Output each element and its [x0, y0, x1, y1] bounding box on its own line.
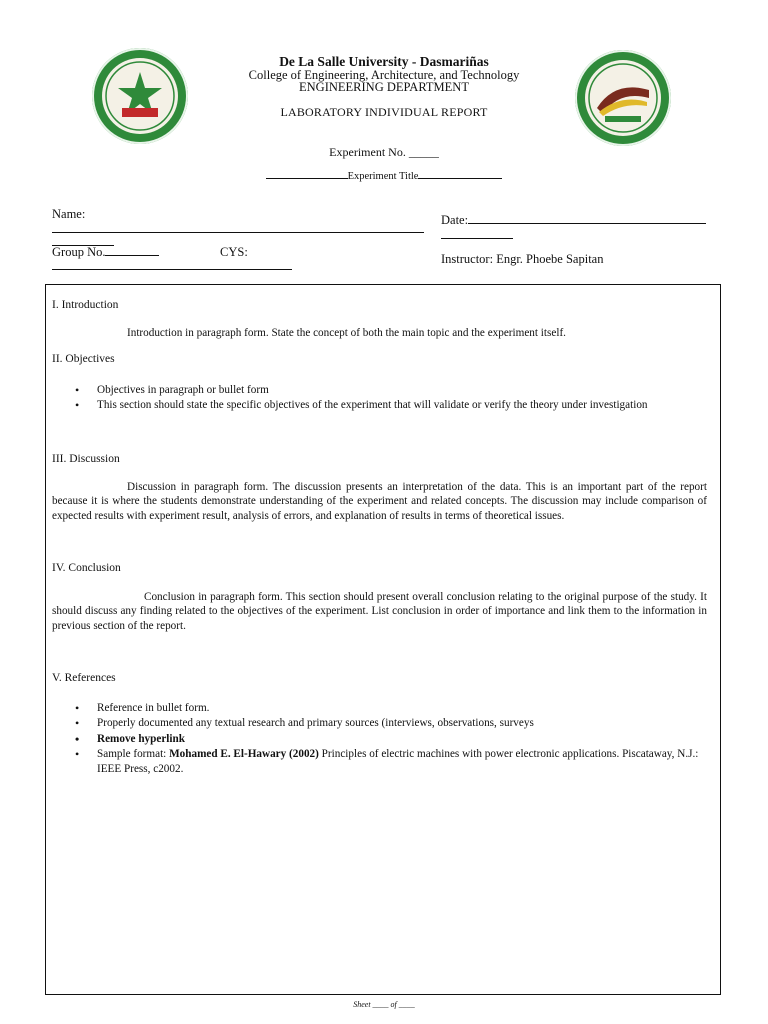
instructor-label: Instructor: Engr. Phoebe Sapitan	[441, 252, 604, 266]
objectives-heading: II. Objectives	[52, 353, 115, 365]
experiment-title-line	[0, 171, 768, 182]
experiment-number: Experiment No. _____	[329, 145, 439, 159]
date-line-2	[441, 238, 513, 239]
cys-line	[52, 269, 292, 270]
date-label: Date:	[441, 213, 469, 227]
conclusion-heading: IV. Conclusion	[52, 562, 121, 574]
references-list	[52, 701, 707, 777]
sample-prefix: Sample format:	[97, 748, 170, 761]
discussion-text: Discussion in paragraph form. The discussion presents an interpretation of the data. This is an important part of the report because it is where the students demonstrate understanding of the experiment and related concepts. The discussion may include comparison of expected results with experiment result, analysis of errors, and explanation of results in terms of theoretical issues.	[52, 481, 707, 522]
objectives-list	[52, 383, 707, 414]
reference-item: • Reference in bullet form.	[97, 701, 707, 715]
group-label: Group No.	[52, 245, 106, 259]
introduction-text: Introduction in paragraph form. State the concept of both the main topic and the experiment itself.	[127, 327, 566, 339]
experiment-title-label: Experiment Title	[347, 171, 419, 182]
name-line	[52, 232, 424, 233]
objective-item: • This section should state the specific objectives of the experiment that will validate or verify the theory under investigation	[97, 398, 707, 412]
university-name: De La Salle University - Dasmariñas	[279, 54, 489, 69]
department-name: ENGINEERING DEPARTMENT	[299, 80, 469, 94]
cys-label: CYS:	[220, 245, 248, 259]
college-name: College of Engineering, Architecture, and Technology	[248, 68, 520, 82]
introduction-heading: I. Introduction	[52, 299, 119, 311]
references-heading: V. References	[52, 672, 116, 684]
date-field	[441, 213, 706, 228]
sheet-footer: Sheet ____ of ____	[353, 1000, 415, 1009]
discussion-heading: III. Discussion	[52, 453, 120, 465]
sample-rest: Principles of electric machines with power electronic applications. Piscataway, N.J.: IEEE Press, c2002.	[97, 748, 699, 775]
reference-item: • Properly documented any textual research and primary sources (interviews, observations, surveys	[97, 716, 707, 730]
name-label: Name:	[52, 207, 86, 221]
group-field	[52, 245, 159, 260]
reference-sample-item	[97, 747, 707, 776]
report-title: LABORATORY INDIVIDUAL REPORT	[280, 105, 488, 119]
objective-item: • Objectives in paragraph or bullet form	[97, 383, 707, 397]
reference-item-bold: • Remove hyperlink	[97, 732, 707, 746]
conclusion-text: Conclusion in paragraph form. This section should present overall conclusion relating to the original purpose of the study. It should discuss any finding related to the objectives of the experiment. List conclusion in order of importance and link them to the information in previous section of the report.	[52, 591, 707, 632]
sample-author: Mohamed E. El-Hawary (2002)	[169, 748, 319, 761]
